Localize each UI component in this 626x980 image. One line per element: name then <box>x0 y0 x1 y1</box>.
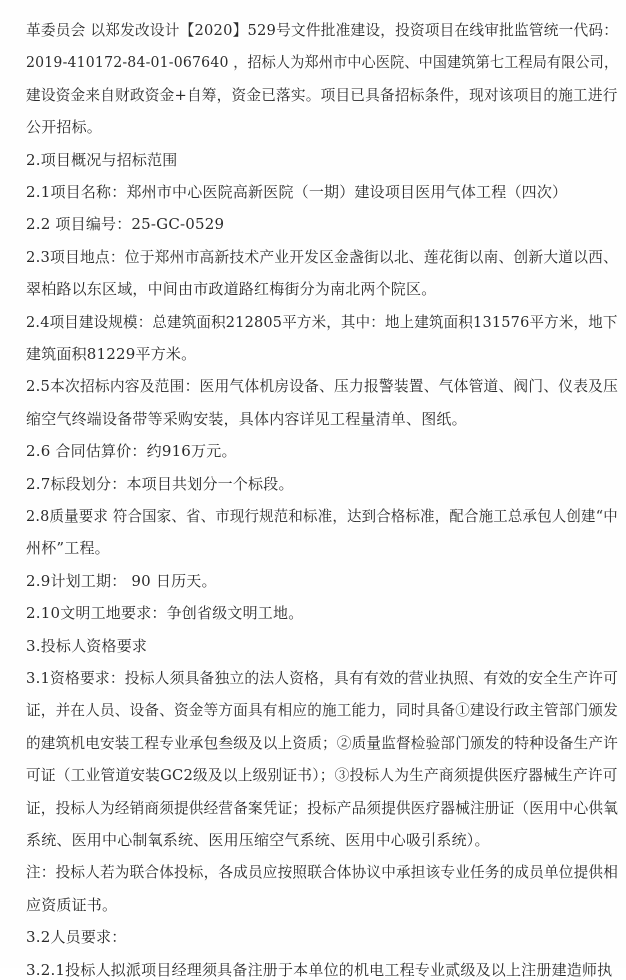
text-line: 州杯”工程。 <box>26 539 110 558</box>
text-line: 2.10文明工地要求：争创省级文明工地。 <box>26 604 304 623</box>
text-line: 2.9计划工期： 90 日历天。 <box>26 571 217 590</box>
text-line: 建设资金来自财政资金+自筹，资金已落实。项目已具备招标条件，现对该项目的施工进行 <box>26 85 618 104</box>
section-heading: 3.投标人资格要求 <box>26 636 148 655</box>
text-line: 系统、医用中心制氧系统、医用压缩空气系统、医用中心吸引系统）。 <box>26 831 490 849</box>
text-line: 翠柏路以东区域，中间由市政道路红梅街分为南北两个院区。 <box>26 280 437 299</box>
text-line: 2.5本次招标内容及范围：医用气体机房设备、压力报警装置、气体管道、阀门、仪表及压 <box>26 377 619 396</box>
text-line: 2.1项目名称：郑州市中心医院高新医院（一期）建设项目医用气体工程（四次） <box>26 183 568 201</box>
text-line: 2.6 合同估算价：约916万元。 <box>26 442 237 461</box>
text-line: 建筑面积81229平方米。 <box>26 345 197 363</box>
text-line: 2.2 项目编号：25-GC-0529 <box>26 215 225 234</box>
text-line: 证，并在人员、设备、资金等方面具有相应的施工能力，同时具备①建设行政主管部门颁发 <box>26 701 619 720</box>
text-line: 缩空气终端设备带等采购安装，具体内容详见工程量清单、图纸。 <box>26 409 467 428</box>
text-line: 可证（工业管道安装GC2级及以上级别证书）；③投标人为生产商须提供医疗器械生产许可 <box>26 766 618 785</box>
text-line: 3.1资格要求：投标人须具备独立的法人资格，具有有效的营业执照、有效的安全生产许可 <box>26 669 619 687</box>
text-line: 2019-410172-84-01-067640 ，招标人为郑州市中心医院、中国建筑第七工程局有限公司， <box>26 53 619 72</box>
text-line: 应资质证书。 <box>26 895 118 914</box>
text-line: 注：投标人若为联合体投标，各成员应按照联合体协议中承担该专业任务的成员单位提供相 <box>26 863 619 882</box>
text-line: 的建筑机电安装工程专业承包叁级及以上资质；②质量监督检验部门颁发的特种设备生产许 <box>26 733 619 752</box>
text-line: 证，投标人为经销商须提供经营备案凭证；投标产品须提供医疗器械注册证（医用中心供氧 <box>26 798 619 817</box>
section-heading: 2.项目概况与招标范围 <box>26 150 178 169</box>
text-line: 2.3项目地点：位于郑州市高新技术产业开发区金盏街以北、莲花街以南、创新大道以西、 <box>26 247 619 266</box>
text-line: 公开招标。 <box>26 118 103 137</box>
text-line: 2.7标段划分：本项目共划分一个标段。 <box>26 474 294 493</box>
text-line: 2.4项目建设规模：总建筑面积212805平方米，其中：地上建筑面积131576平方米，地下 <box>26 312 618 331</box>
text-line: 2.8质量要求 符合国家、省、市现行规范和标准，达到合格标准，配合施工总承包人创建“中 <box>26 507 618 525</box>
text-line: 3.2.1投标人拟派项目经理须具备注册于本单位的机电工程专业贰级及以上注册建造师执 <box>26 960 613 979</box>
text-line: 革委员会 以郑发改设计【2020】529号文件批准建设，投资项目在线审批监管统一代码： <box>26 21 619 39</box>
text-line: 3.2人员要求： <box>26 928 127 947</box>
